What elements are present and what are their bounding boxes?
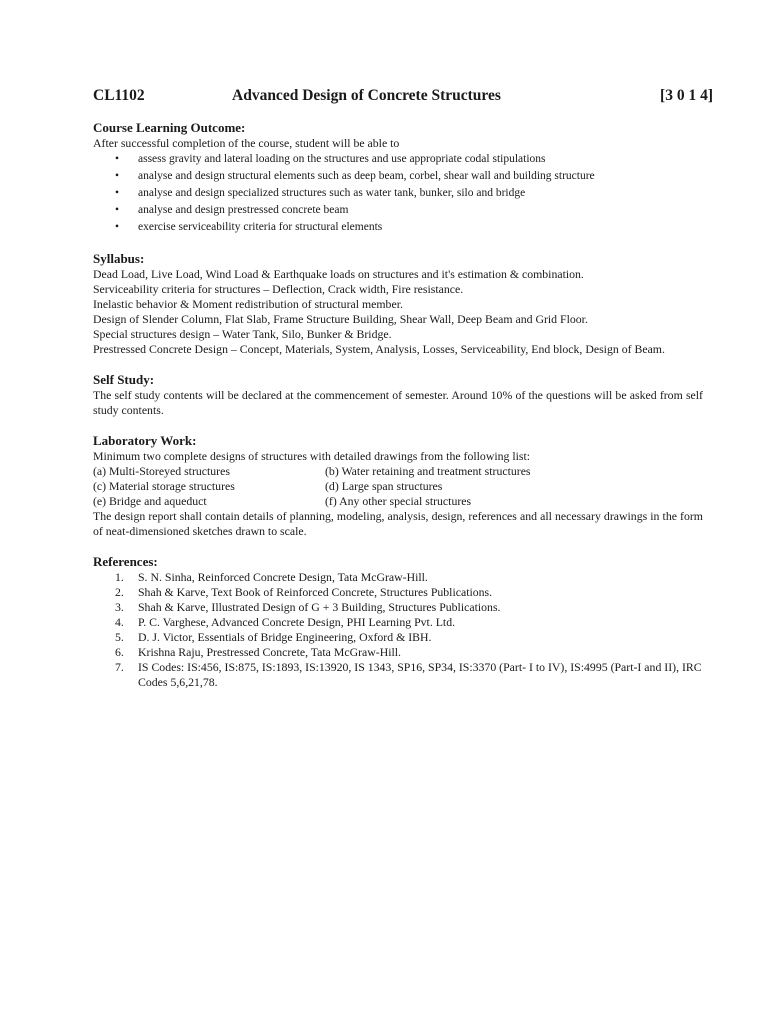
outcome-list <box>93 151 703 236</box>
self-study-section <box>93 372 703 418</box>
lab-intro: Minimum two complete designs of structures with detailed drawings from the following list: <box>93 449 531 463</box>
course-page <box>93 87 713 690</box>
reference-number: 6. <box>115 645 124 659</box>
reference-number: 5. <box>115 630 124 644</box>
syllabus-section <box>93 251 703 357</box>
reference-text: P. C. Varghese, Advanced Concrete Design, PHI Learning Pvt. Ltd. <box>138 615 456 629</box>
reference-text: IS Codes: IS:456, IS:875, IS:1893, IS:13920, IS 1343, SP16, SP34, IS:3370 (Part- I to IV), IS:4995 (Part-I and II), IRC Codes 5,6,21,78. <box>138 660 702 689</box>
reference-item <box>93 570 703 585</box>
lab-option: (c) Material storage structures <box>93 479 235 493</box>
course-title: Advanced Design of Concrete Structures <box>232 87 501 104</box>
syllabus-line: Dead Load, Live Load, Wind Load & Earthquake loads on structures and it's estimation & combination. <box>93 267 584 281</box>
course-code: CL1102 <box>93 87 145 104</box>
self-study-text: The self study contents will be declared at the commencement of semester. Around 10% of the questions will be asked from self study contents. <box>93 388 703 417</box>
syllabus-heading: Syllabus: <box>93 251 145 266</box>
course-header <box>93 87 713 108</box>
reference-number: 3. <box>115 600 124 614</box>
reference-text: Shah & Karve, Text Book of Reinforced Concrete, Structures Publications. <box>138 585 493 599</box>
syllabus-line: Inelastic behavior & Moment redistribution of structural member. <box>93 297 403 311</box>
reference-text: Krishna Raju, Prestressed Concrete, Tata McGraw-Hill. <box>138 645 402 659</box>
references-list <box>93 570 703 690</box>
outcome-item: • analyse and design prestressed concrete beam <box>93 202 703 219</box>
references-section <box>93 554 703 690</box>
reference-item <box>93 660 703 690</box>
reference-text: D. J. Victor, Essentials of Bridge Engineering, Oxford & IBH. <box>138 630 432 644</box>
outcome-section <box>93 120 703 236</box>
reference-item <box>93 645 703 660</box>
lab-option: (b) Water retaining and treatment structures <box>325 464 531 478</box>
references-heading: References: <box>93 554 158 569</box>
reference-number: 2. <box>115 585 124 599</box>
reference-number: 1. <box>115 570 124 584</box>
lab-heading: Laboratory Work: <box>93 433 197 448</box>
syllabus-line: Serviceability criteria for structures – Deflection, Crack width, Fire resistance. <box>93 282 464 296</box>
outcome-item: • analyse and design specialized structures such as water tank, bunker, silo and bridge <box>93 185 703 202</box>
lab-option: (d) Large span structures <box>325 479 443 493</box>
outcome-heading: Course Learning Outcome: <box>93 120 246 135</box>
self-study-heading: Self Study: <box>93 372 155 387</box>
reference-item <box>93 600 703 615</box>
lab-section <box>93 433 703 539</box>
lab-options <box>93 464 703 509</box>
reference-item <box>93 615 703 630</box>
syllabus-line: Special structures design – Water Tank, Silo, Bunker & Bridge. <box>93 327 392 341</box>
reference-number: 7. <box>115 660 124 674</box>
outcome-item: • analyse and design structural elements such as deep beam, corbel, shear wall and building structure <box>93 168 703 185</box>
reference-text: Shah & Karve, Illustrated Design of G + 3 Building, Structures Publications. <box>138 600 501 614</box>
outcome-intro: After successful completion of the course, student will be able to <box>93 136 400 150</box>
outcome-item: • assess gravity and lateral loading on the structures and use appropriate codal stipulations <box>93 151 703 168</box>
reference-item <box>93 630 703 645</box>
syllabus-line: Design of Slender Column, Flat Slab, Frame Structure Building, Shear Wall, Deep Beam and Grid Floor. <box>93 312 588 326</box>
lab-option: (a) Multi-Storeyed structures <box>93 464 230 478</box>
reference-text: S. N. Sinha, Reinforced Concrete Design, Tata McGraw-Hill. <box>138 570 428 584</box>
lab-note: The design report shall contain details of planning, modeling, analysis, design, references and all necessary drawings in the form of neat-dimensioned sketches drawn to scale. <box>93 509 703 538</box>
lab-option: (f) Any other special structures <box>325 494 472 508</box>
reference-number: 4. <box>115 615 124 629</box>
reference-item <box>93 585 703 600</box>
course-credits: [3 0 1 4] <box>660 87 713 104</box>
outcome-item: • exercise serviceability criteria for structural elements <box>93 219 703 236</box>
lab-option: (e) Bridge and aqueduct <box>93 494 207 508</box>
syllabus-line: Prestressed Concrete Design – Concept, Materials, System, Analysis, Losses, Serviceability, End block, Design of Beam. <box>93 342 665 356</box>
